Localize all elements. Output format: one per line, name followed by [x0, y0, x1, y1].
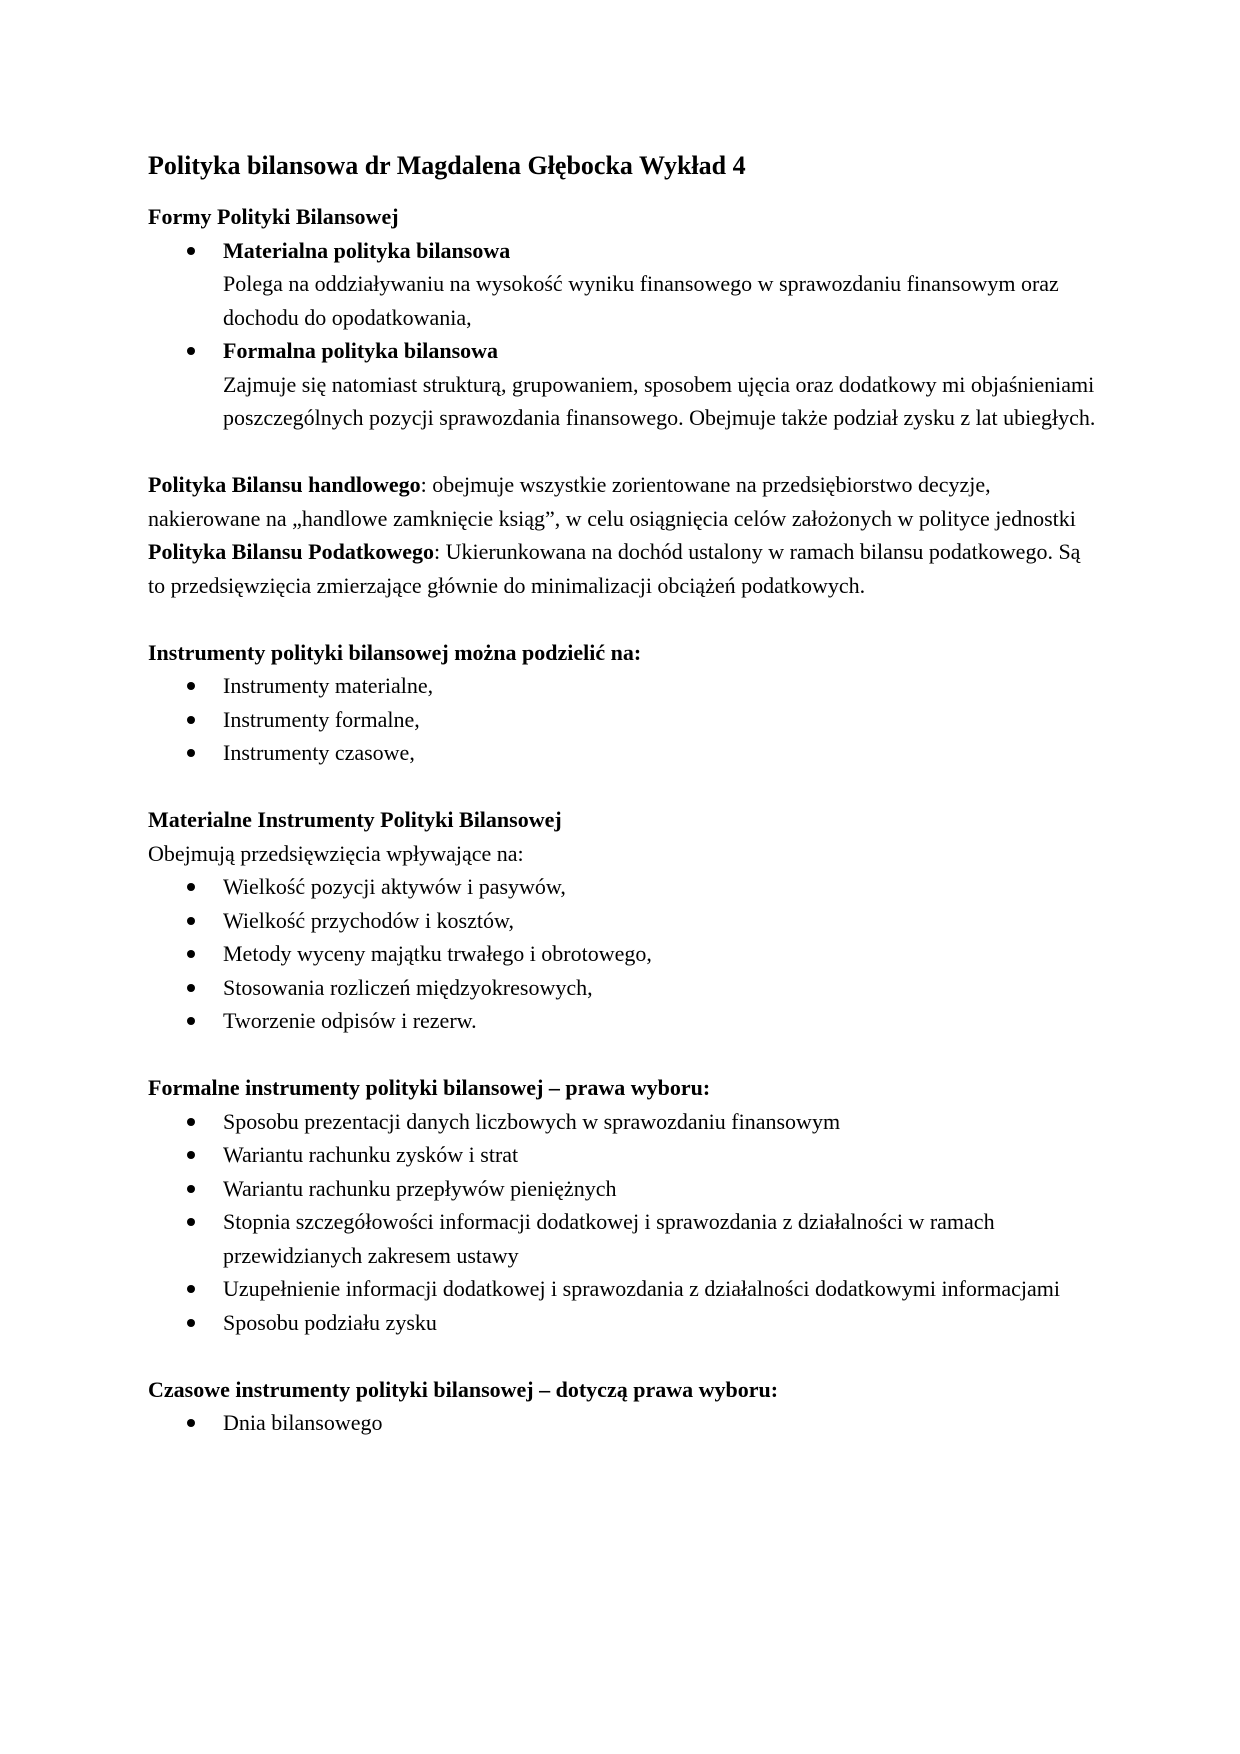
list-item	[148, 234, 1098, 335]
document-page	[148, 146, 1098, 1440]
list-item: Instrumenty czasowe,	[148, 736, 1098, 770]
definition: : obejmuje wszystkie zorientowane na przedsiębiorstwo decyzje, nakierowane na „handlowe zamknięcie ksiąg”, w celu osiągnięcia celów założonych w polityce jednostki	[148, 472, 1076, 531]
list-item: Sposobu podziału zysku	[148, 1306, 1098, 1340]
item-text: Polega na oddziaływaniu na wysokość wyniku finansowego w sprawozdaniu finansowym oraz dochodu do opodatkowania,	[223, 271, 1059, 330]
spacer	[148, 1339, 1098, 1373]
spacer	[148, 1038, 1098, 1072]
paragraph-bilans-podatkowy	[148, 535, 1098, 602]
section-heading-czasowe: Czasowe instrumenty polityki bilansowej – dotyczą prawa wyboru:	[148, 1376, 779, 1402]
list-item: Dnia bilansowego	[148, 1406, 1098, 1440]
section-heading-instrumenty: Instrumenty polityki bilansowej można podzielić na:	[148, 639, 642, 665]
list-item: Wielkość przychodów i kosztów,	[148, 904, 1098, 938]
list-item: Stosowania rozliczeń międzyokresowych,	[148, 971, 1098, 1005]
list-item: Tworzenie odpisów i rezerw.	[148, 1004, 1098, 1038]
list-formy	[148, 234, 1098, 435]
list-item: Metody wyceny majątku trwałego i obrotowego,	[148, 937, 1098, 971]
list-item: Stopnia szczegółowości informacji dodatkowej i sprawozdania z działalności w ramach przewidzianych zakresem ustawy	[148, 1205, 1098, 1272]
term: Polityka Bilansu Podatkowego	[148, 539, 435, 564]
list-materialne	[148, 870, 1098, 1038]
section-heading-formy: Formy Polityki Bilansowej	[148, 204, 399, 229]
item-label: Formalna polityka bilansowa	[223, 338, 499, 363]
list-item: Sposobu prezentacji danych liczbowych w sprawozdaniu finansowym	[148, 1105, 1098, 1139]
list-item: Wariantu rachunku przepływów pieniężnych	[148, 1172, 1098, 1206]
spacer	[148, 602, 1098, 636]
section-heading-formalne: Formalne instrumenty polityki bilansowej – prawa wyboru:	[148, 1075, 711, 1100]
item-text: Zajmuje się natomiast strukturą, grupowaniem, sposobem ujęcia oraz dodatkowy mi objaśnieniami poszczególnych pozycji sprawozdania finansowego. Obejmuje także podział zysku z lat ubiegłych.	[223, 371, 1096, 430]
list-item: Uzupełnienie informacji dodatkowej i sprawozdania z działalności dodatkowymi informacjami	[148, 1272, 1098, 1306]
list-item: Wielkość pozycji aktywów i pasywów,	[148, 870, 1098, 904]
paragraph-bilans-handlowy	[148, 468, 1098, 535]
item-label: Materialna polityka bilansowa	[223, 237, 511, 263]
list-instrumenty	[148, 669, 1098, 770]
definition: : Ukierunkowana na dochód ustalony w ramach bilansu podatkowego. Są to przedsięwzięcia zmierzające głównie do minimalizacji obciążeń podatkowych.	[148, 539, 1081, 598]
list-item: Wariantu rachunku zysków i strat	[148, 1138, 1098, 1172]
list-item: Instrumenty materialne,	[148, 669, 1098, 703]
spacer	[148, 770, 1098, 804]
section-intro: Obejmują przedsięwzięcia wpływające na:	[148, 840, 524, 866]
list-item: Instrumenty formalne,	[148, 703, 1098, 737]
page-title: Polityka bilansowa dr Magdalena Głębocka Wykład 4	[148, 151, 746, 180]
spacer	[148, 435, 1098, 469]
section-heading-materialne: Materialne Instrumenty Polityki Bilansowej	[148, 807, 562, 832]
list-formalne	[148, 1105, 1098, 1340]
term: Polityka Bilansu handlowego	[148, 472, 421, 497]
list-czasowe	[148, 1406, 1098, 1440]
list-item	[148, 334, 1098, 435]
